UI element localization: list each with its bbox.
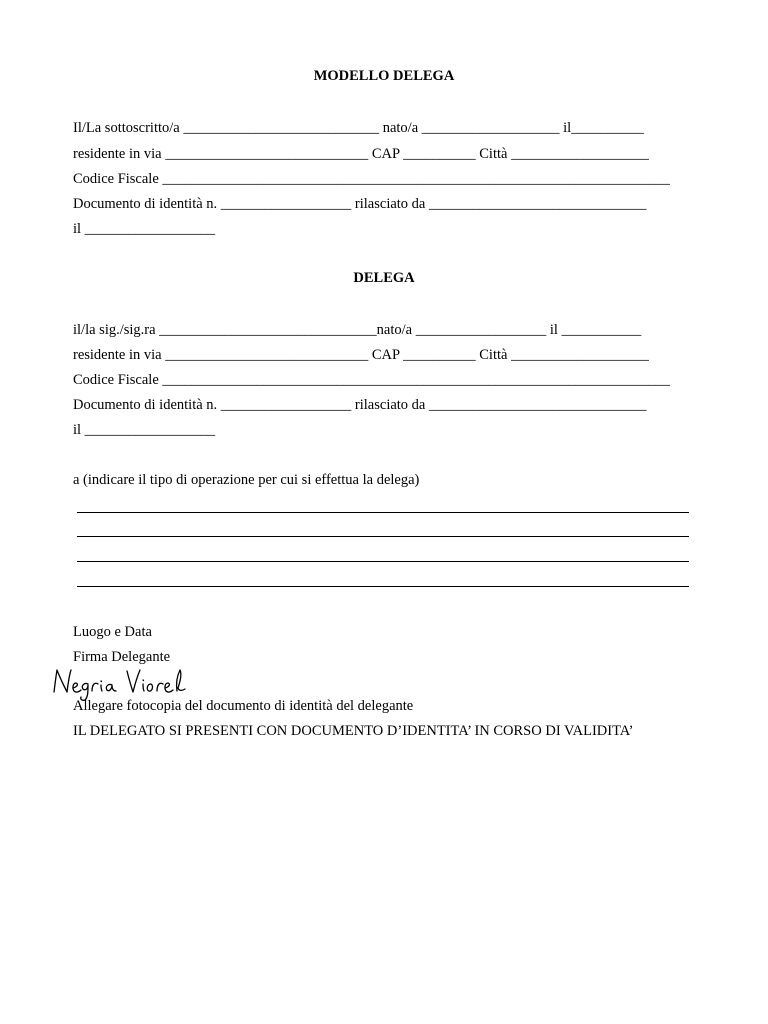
delegato-document-date-line: il __________________ (73, 422, 216, 438)
operation-label: a (indicare il tipo di operazione per cui si effettua la delega) (73, 472, 420, 488)
delegato-validity-note: IL DELEGATO SI PRESENTI CON DOCUMENTO D’IDENTITA’ IN CORSO DI VALIDITA’ (73, 723, 634, 739)
operation-line-1 (77, 512, 689, 513)
delegante-document-line: Documento di identità n. __________________ rilasciato da ______________________________ (73, 196, 647, 212)
operation-line-4 (77, 586, 689, 587)
handwritten-signature (50, 662, 200, 702)
delegante-name-line: Il/La sottoscritto/a ___________________________ nato/a ___________________ il__________ (73, 120, 644, 136)
delegato-address-line: residente in via ____________________________ CAP __________ Città ___________________ (73, 347, 649, 363)
luogo-data-label: Luogo e Data (73, 624, 152, 640)
form-title: MODELLO DELEGA (313, 68, 455, 84)
delegato-fiscal-code-line: Codice Fiscale ______________________________________________________________________ (73, 372, 670, 388)
delegante-document-date-line: il __________________ (73, 221, 216, 237)
delegante-address-line: residente in via ____________________________ CAP __________ Città ___________________ (73, 146, 649, 162)
delegante-fiscal-code-line: Codice Fiscale ______________________________________________________________________ (73, 171, 670, 187)
operation-line-2 (77, 536, 689, 537)
delega-heading: DELEGA (353, 270, 415, 286)
delegato-name-line: il/la sig./sig.ra ______________________________nato/a __________________ il ___________ (73, 322, 642, 338)
operation-line-3 (77, 561, 689, 562)
firma-delegante-label: Firma Delegante (73, 649, 171, 665)
delegato-document-line: Documento di identità n. __________________ rilasciato da ______________________________ (73, 397, 647, 413)
allegare-note: Allegare fotocopia del documento di identità del delegante (73, 698, 414, 714)
